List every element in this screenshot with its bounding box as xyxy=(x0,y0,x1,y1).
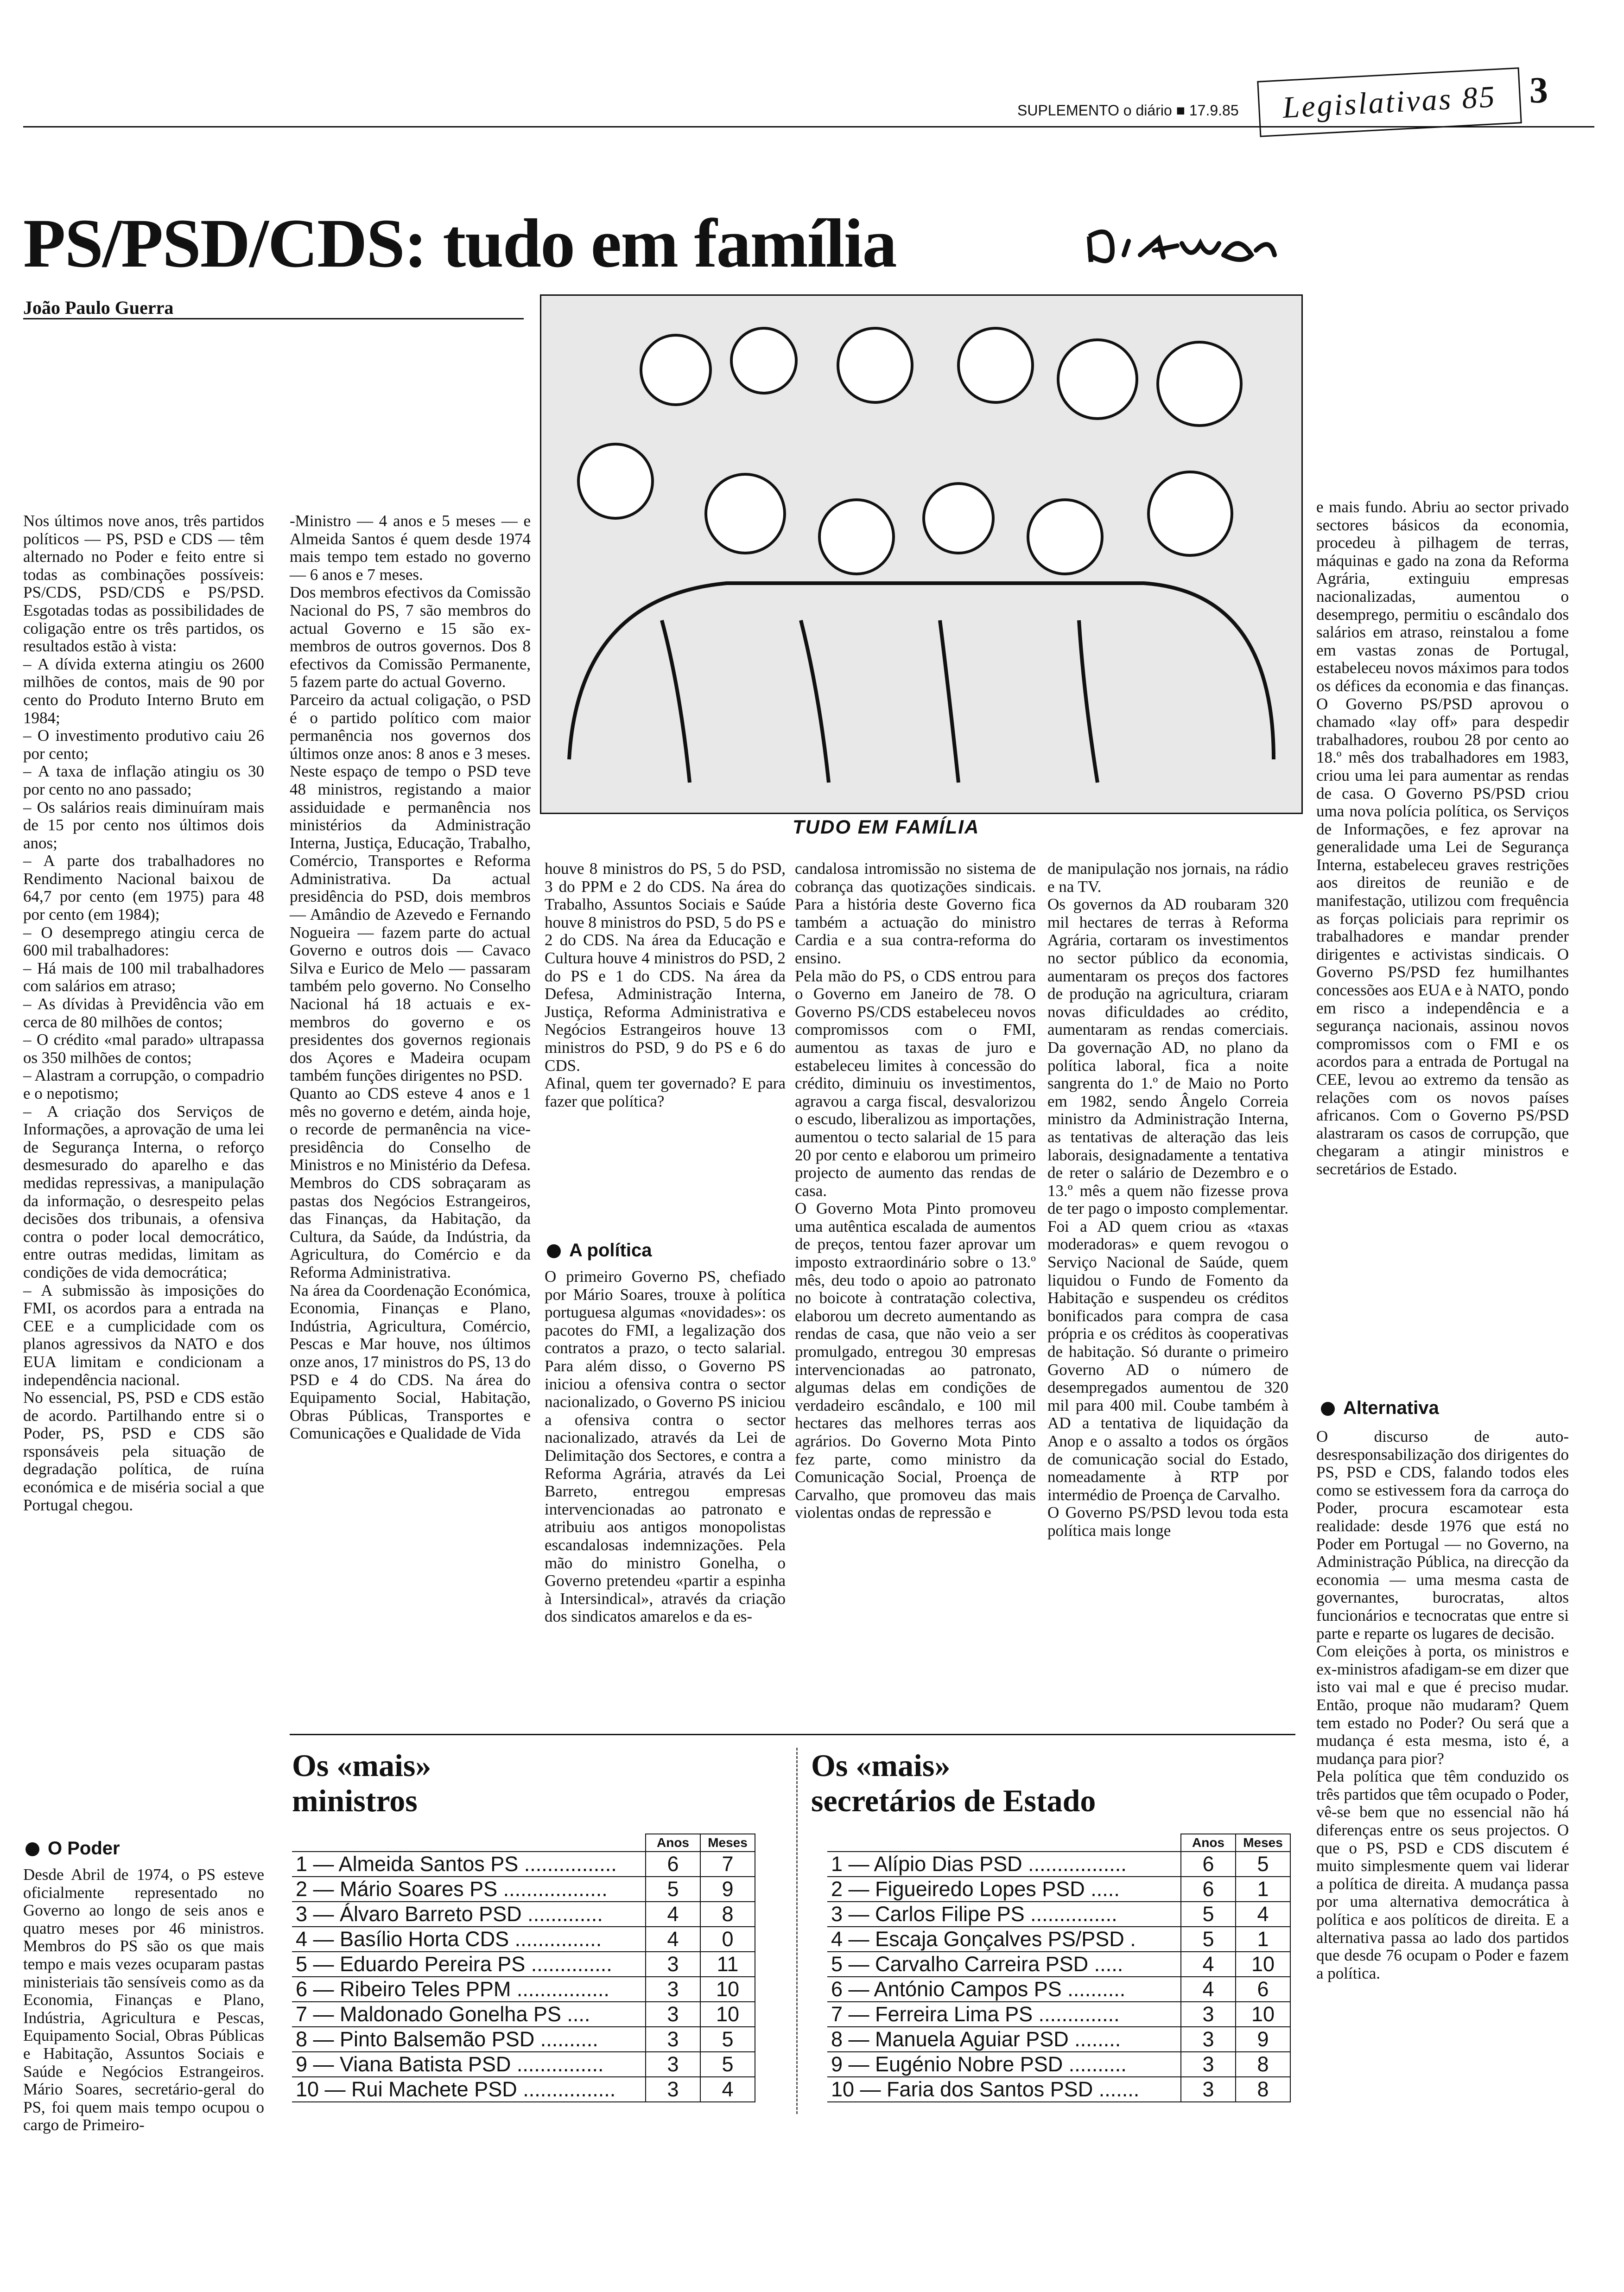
stamp-text: Legislativas 85 xyxy=(1281,79,1497,125)
ranking-meses-cell: 8 xyxy=(700,1902,755,1927)
ranking-meses-cell: 1 xyxy=(1236,1927,1290,1952)
supplement-label: SUPLEMENTO o diário ■ 17.9.85 xyxy=(1017,102,1239,119)
byline: João Paulo Guerra xyxy=(23,297,174,318)
ranking-name-cell: 9 — Viana Batista PSD ............... xyxy=(292,2052,646,2077)
ranking-anos-cell: 3 xyxy=(1181,2027,1236,2052)
table-row xyxy=(292,1877,755,1902)
ranking-anos-cell: 3 xyxy=(1181,2052,1236,2077)
page-number: 3 xyxy=(1529,70,1548,111)
ranking-name-cell: 4 — Basílio Horta CDS ............... xyxy=(292,1927,646,1952)
ranking-meses-cell: 11 xyxy=(700,1952,755,1977)
secretarios-table-header xyxy=(827,1834,1290,1852)
table-row xyxy=(827,1952,1290,1977)
ranking-name-cell: 1 — Alípio Dias PSD ................. xyxy=(827,1852,1181,1877)
table-row xyxy=(827,2077,1290,2102)
ranking-anos-cell: 3 xyxy=(646,1952,700,1977)
subhead-alternativa xyxy=(1321,1398,1439,1418)
subhead-a-politica-label: A política xyxy=(569,1240,652,1261)
bullet-dot-icon xyxy=(1321,1402,1335,1416)
ranking-name-cell: 2 — Mário Soares PS .................. xyxy=(292,1877,646,1902)
ranking-anos-cell: 3 xyxy=(646,1977,700,2002)
ranking-name-cell: 7 — Ferreira Lima PS .............. xyxy=(827,2002,1181,2027)
ranking-anos-cell: 3 xyxy=(646,2077,700,2102)
ranking-name-cell: 6 — António Campos PS .......... xyxy=(827,1977,1181,2002)
bullet-dot-icon xyxy=(25,1842,39,1856)
article-column-6: e mais fundo. Abriu ao sector privado sectores básicos da economia, procedeu à pilhagem de terras, máquinas e gado na zona da Reforma Agrária, extinguiu empresas nacionalizadas, aumentou o desemprego, permitiu o escândalo dos salários em atraso, reinstalou a fome em vastas zonas de Portugal, estabeleceu novos máximos para todos os défices da economia e das finanças. O Governo PS/PSD aprovou o chamado «lay off» para despedir trabalhadores, roubou 28 por cento ao 18.º mês dos trabalhadores em 1983, criou uma lei para aumentar as rendas de casa. O Governo PS/PSD criou uma nova polícia política, os Serviços de Informações, e fez aprovar na generalidade uma Lei de Segurança Interna, estabeleceu graves restrições aos direitos de reunião e de manifestação, utilizou com frequência as forças policiais para reprimir os trabalhadores e mandar prender dirigentes e activistas sindicais. O Governo PS/PSD fez humilhantes concessões aos EUA e à NATO, pondo em risco a independência e a segurança nacionais, assinou novos compromissos com o FMI e os acordos para a entrada de Portugal na CEE, levou ao extremo da tensão as relações com os novos países africanos. Com o Governo PS/PSD alastraram os casos de corrupção, que chegaram a atingir ministros e secretários de Estado. xyxy=(1316,498,1569,1178)
ranking-name-cell: 3 — Carlos Filipe PS ............... xyxy=(827,1902,1181,1927)
ministros-table-header xyxy=(292,1834,755,1852)
ranking-meses-cell: 5 xyxy=(1236,1852,1290,1877)
cartoon-illustration xyxy=(540,294,1303,814)
ranking-name-cell: 1 — Almeida Santos PS ................ xyxy=(292,1852,646,1877)
boxes-divider xyxy=(796,1748,798,2114)
ranking-name-cell: 10 — Rui Machete PSD ................ xyxy=(292,2077,646,2102)
article-column-3-politica: O primeiro Governo PS, chefiado por Mário Soares, trouxe à política portuguesa algumas «novidades»: os pacotes do FMI, a legalização dos contratos a prazo, o tecto salarial. Para além disso, o Governo PS iniciou a ofensiva contra o sector nacionalizado, o Governo PS iniciou a ofensiva contra o sector nacionalizado, através da Lei de Delimitação dos Sectores, e contra a Reforma Agrária, através da Lei Barreto, entregou empresas intervencionadas ao patronato e atribuiu aos antigos monopolistas escandalosas indemnizações. Pela mão do ministro Gonelha, o Governo pretendeu «partir a espinha à Intersindical», através da criação dos sindicatos amarelos e da es- xyxy=(545,1267,786,1626)
ranking-anos-cell: 4 xyxy=(1181,1977,1236,2002)
ranking-name-cell: 10 — Faria dos Santos PSD ....... xyxy=(827,2077,1181,2102)
ranking-anos-cell: 3 xyxy=(1181,2077,1236,2102)
table-row xyxy=(827,1927,1290,1952)
subhead-o-poder-label: O Poder xyxy=(48,1838,120,1859)
ranking-anos-cell: 5 xyxy=(1181,1927,1236,1952)
ranking-name-cell: 4 — Escaja Gonçalves PS/PSD . xyxy=(827,1927,1181,1952)
ranking-meses-cell: 4 xyxy=(700,2077,755,2102)
table-header-anos: Anos xyxy=(646,1834,700,1852)
header-rule xyxy=(23,126,1594,127)
ranking-meses-cell: 6 xyxy=(1236,1977,1290,2002)
ranking-meses-cell: 7 xyxy=(700,1852,755,1877)
ranking-anos-cell: 6 xyxy=(1181,1877,1236,1902)
ranking-anos-cell: 5 xyxy=(1181,1902,1236,1927)
table-row xyxy=(827,2052,1290,2077)
ranking-anos-cell: 4 xyxy=(646,1927,700,1952)
ranking-name-cell: 5 — Eduardo Pereira PS .............. xyxy=(292,1952,646,1977)
article-column-1: Nos últimos nove anos, três partidos políticos — PS, PSD e CDS — têm alternado no Poder e feito entre si todas as combinações possíveis: PS/CDS, PSD/CDS e PS/PSD. Esgotadas todas as possibilidades de coligação entre os três partidos, os resultados estão à vista: – A dívida externa atingiu os 2600 milhões de contos, mais de 90 por cento do Produto Interno Bruto em 1984; – O investimento produtivo caiu 26 por cento; – A taxa de inflação atingiu os 30 por cento no ano passado; – Os salários reais diminuíram mais de 15 por cento nos últimos dois anos; – A parte dos trabalhadores no Rendimento Nacional baixou de 64,7 por cento (em 1975) para 48 por cento (em 1984); – O desemprego atingiu cerca de 600 mil trabalhadores: – Há mais de 100 mil trabalhadores com salários em atraso; – As dívidas à Previdência vão em cerca de 80 milhões de contos; – O crédito «mal parado» ultrapassa os 350 milhões de contos; – Alastram a corrupção, o compadrio e o nepotismo; – A criação dos Serviços de Informações, a aprovação de uma lei de Segurança Interna, o reforço desmesurado do aparelho e das medidas repressivas, a manipulação da informação, o desrespeito pelas decisões dos tribunais, a ofensiva contra o poder local democrático, entre outras medidas, limitam as condições de vida democrática; – A submissão às imposições do FMI, os acordos para a entrada na CEE e a cumplicidade com os planos agressivos da NATO e dos EUA limitam e condicionam a independência nacional. No essencial, PS, PSD e CDS estão de acordo. Partilhando entre si o Poder, PS, PSD e CDS são rsponsáveis pela situação de degradação política, de ruína económica e de miséria social a que Portugal chegou. xyxy=(23,512,264,1514)
ranking-name-cell: 5 — Carvalho Carreira PSD ..... xyxy=(827,1952,1181,1977)
table-row xyxy=(827,2027,1290,2052)
ranking-name-cell: 8 — Manuela Aguiar PSD ........ xyxy=(827,2027,1181,2052)
ranking-anos-cell: 3 xyxy=(1181,2002,1236,2027)
table-header-blank xyxy=(292,1834,646,1852)
table-row xyxy=(292,2077,755,2102)
table-row xyxy=(292,2027,755,2052)
ranking-meses-cell: 8 xyxy=(1236,2077,1290,2102)
secretarios-table xyxy=(827,1834,1291,2102)
article-column-6-alternativa: O discurso de auto-desresponsabilização dos dirigentes do PS, PSD e CDS, falando todos eles como se estivessem fora da carroça do Poder, procura escamotear esta realidade: desde 1976 que está no Poder em Portugal — no Governo, na Administração Pública, na direcção da economia — uma mesma casta de governantes, burocratas, altos funcionários e tecnocratas que entre si parte e reparte os lugares de decisão. Com eleições à porta, os ministros e ex-ministros afadigam-se em dizer que isto vai mal e que é preciso mudar. Então, proque não mudaram? Quem tem estado no Poder? Ou será que a mudança é esta mesma, isto é, a mudança para pior? Pela política que têm conduzido os três partidos que têm ocupado o Poder, vê-se bem que no essencial não há diferenças entre os seus projectos. O que o PS, PSD e CDS discutem é muito simplesmente quem vai liderar a política de direita. A mudança passa por uma alternativa democrática à política e aos políticos de direita. E a alternativa passa ao lado dos partidos que desde 76 ocupam o Poder e fazem a política. xyxy=(1316,1427,1569,1982)
table-header-anos: Anos xyxy=(1181,1834,1236,1852)
handwritten-logo-drawing xyxy=(1085,218,1279,274)
table-row xyxy=(292,2002,755,2027)
ministros-table xyxy=(292,1834,755,2102)
ranking-meses-cell: 8 xyxy=(1236,2052,1290,2077)
ranking-name-cell: 2 — Figueiredo Lopes PSD ..... xyxy=(827,1877,1181,1902)
ranking-anos-cell: 3 xyxy=(646,2052,700,2077)
subhead-a-politica xyxy=(547,1240,652,1261)
cartoon-drawing xyxy=(541,296,1301,813)
ranking-name-cell: 8 — Pinto Balsemão PSD .......... xyxy=(292,2027,646,2052)
table-row xyxy=(292,2052,755,2077)
ranking-anos-cell: 4 xyxy=(1181,1952,1236,1977)
ranking-anos-cell: 3 xyxy=(646,2027,700,2052)
ranking-meses-cell: 10 xyxy=(1236,1952,1290,1977)
ranking-meses-cell: 4 xyxy=(1236,1902,1290,1927)
table-row xyxy=(827,1977,1290,2002)
table-row xyxy=(292,1852,755,1877)
ranking-meses-cell: 5 xyxy=(700,2052,755,2077)
cartoon-caption: TUDO EM FAMÍLIA xyxy=(793,816,980,838)
article-column-4: candalosa intromissão no sistema de cobrança das quotizações sindicais. Para a história deste Governo fica também a actuação do ministro Cardia e a sua contra-reforma do ensino. Pela mão do PS, o CDS entrou para o Governo em Janeiro de 78. O Governo PS/CDS estabeleceu novos compromissos com o FMI, aumentou as taxas de juro e estabeleceu limites à concessão do crédito, diminuiu os investimentos, agravou a carga fiscal, desvalorizou o escudo, liberalizou as importações, aumentou o tecto salarial de 15 para 20 por cento e elaborou um primeiro projecto de aumento das rendas de casa. O Governo Mota Pinto promoveu uma autêntica escalada de aumentos de preços, tentou fazer aprovar um imposto extraordinário sobre o 13.º mês, deu todo o apoio ao patronato no boicote à contratação colectiva, elaborou um decreto aumentando as rendas de casa, que não veio a ser promulgado, entregou 30 empresas intervencionadas ao patronato, algumas delas em condições de verdadeiro escândalo, e 100 mil hectares das melhores terras aos agrários. Do Governo Mota Pinto fez parte, como ministro da Comunicação Social, Proença de Carvalho, que promoveu das mais violentas ondas de repressão e xyxy=(795,860,1036,1522)
table-header-blank xyxy=(827,1834,1181,1852)
table-row xyxy=(292,1902,755,1927)
ministros-box-title: Os «mais» ministros xyxy=(292,1748,431,1818)
ranking-meses-cell: 10 xyxy=(700,2002,755,2027)
ranking-meses-cell: 9 xyxy=(1236,2027,1290,2052)
subhead-alternativa-label: Alternativa xyxy=(1343,1398,1439,1418)
bullet-dot-icon xyxy=(547,1244,561,1258)
ranking-anos-cell: 4 xyxy=(646,1902,700,1927)
ranking-name-cell: 7 — Maldonado Gonelha PS .... xyxy=(292,2002,646,2027)
table-row xyxy=(827,2002,1290,2027)
ranking-anos-cell: 5 xyxy=(646,1877,700,1902)
ranking-meses-cell: 10 xyxy=(1236,2002,1290,2027)
ranking-name-cell: 3 — Álvaro Barreto PSD ............. xyxy=(292,1902,646,1927)
ranking-anos-cell: 3 xyxy=(646,2002,700,2027)
ranking-meses-cell: 1 xyxy=(1236,1877,1290,1902)
table-header-meses: Meses xyxy=(700,1834,755,1852)
table-row xyxy=(292,1977,755,2002)
article-column-2: -Ministro — 4 anos e 5 meses — e Almeida Santos é quem desde 1974 mais tempo tem estado no governo — 6 anos e 7 meses. Dos membros efectivos da Comissão Nacional do PS, 7 são membros do actual Governo e 15 são ex-membros de outros governos. Dos 8 efectivos da Comissão Permanente, 5 fazem parte do actual Governo. Parceiro da actual coligação, o PSD é o partido político com maior permanência nos governos dos últimos onze anos: 8 anos e 3 meses. Neste espaço de tempo o PSD teve 48 ministros, registando a maior assiduidade e permanência nos ministérios da Administração Interna, Justiça, Educação, Trabalho, Comércio, Transportes e Reforma Administrativa. Da actual presidência do PSD, dois membros — Amândio de Azevedo e Fernando Nogueira — fazem parte do actual Governo e outros dois — Cavaco Silva e Eurico de Melo — passaram também pelo governo. No Conselho Nacional há 18 actuais e ex-membros do governo e os presidentes dos governos regionais dos Açores e Madeira ocupam também funções dirigentes no PSD. Quanto ao CDS esteve 4 anos e 1 mês no governo e detém, ainda hoje, o recorde de permanência na vice-presidência do Conselho de Ministros e no Ministério da Defesa. Membros do CDS sobraçaram as pastas dos Negócios Estrangeiros, das Finanças, da Habitação, da Cultura, da Saúde, da Indústria, da Agricultura, do Comércio e da Reforma Administrativa. Na área da Coordenação Económica, Economia, Finanças e Plano, Indústria, Agricultura, Comércio, Pescas e Mar houve, nos últimos onze anos, 17 ministros do PS, 13 do PSD e 4 do CDS. Na área do Equipamento Social, Habitação, Obras Públicas, Transportes e Comunicações e Qualidade de Vida xyxy=(290,512,531,1443)
article-title: PS/PSD/CDS: tudo em família xyxy=(23,205,896,282)
ranking-meses-cell: 10 xyxy=(700,1977,755,2002)
article-column-1-poder: Desde Abril de 1974, o PS esteve oficialmente representado no Governo ao longo de seis anos e quatro meses por 46 ministros. Membros do PS são os que mais tempo e mais vezes ocuparam pastas ministeriais tão sensíveis como as da Economia, Finanças e Plano, Indústria, Agricultura e Pescas, Equipamento Social, Obras Públicas e Habitação, Assuntos Sociais e Saúde e Negócios Estrangeiros. Mário Soares, secretário-geral do PS, foi quem mais tempo ocupou o cargo de Primeiro- xyxy=(23,1865,264,2134)
diario-handwritten-logo xyxy=(1085,218,1279,276)
article-column-5: de manipulação nos jornais, na rádio e na TV. Os governos da AD roubaram 320 mil hectares de terras à Reforma Agrária, cortaram os investimentos no sector público da economia, aumentaram os preços dos factores de produção na agricultura, criaram novas dificuldades ao crédito, aumentaram as rendas comerciais. Da governação AD, no plano da política laboral, fica a noite sangrenta do 1.º de Maio no Porto em 1982, sendo Ângelo Correia ministro da Administração Interna, as tentativas de alteração das leis laborais, designadamente a tentativa de reter o salário de Dezembro e o 13.º mês a quem não fizesse prova de ter pago o imposto complementar. Foi a AD quem criou as «taxas moderadoras» e quem revogou o Serviço Nacional de Saúde, quem liquidou o Fundo de Fomento da Habitação e suspendeu os créditos bonificados para compra de casa própria e os créditos às cooperativas de habitação. Só durante o primeiro Governo AD o número de desempregados aumentou de 320 mil para 400 mil. Coube também à AD a tentativa de liquidação da Anop e o assalto a todos os órgãos de comunicação social do Estado, nomeadamente à RTP por intermédio de Proença de Carvalho. O Governo PS/PSD levou toda esta política mais longe xyxy=(1047,860,1288,1540)
table-header-meses: Meses xyxy=(1236,1834,1290,1852)
ranking-meses-cell: 0 xyxy=(700,1927,755,1952)
table-row xyxy=(827,1852,1290,1877)
byline-rule xyxy=(23,318,524,319)
boxes-top-rule xyxy=(290,1734,1295,1735)
table-row xyxy=(292,1952,755,1977)
ranking-anos-cell: 6 xyxy=(646,1852,700,1877)
ranking-name-cell: 9 — Eugénio Nobre PSD .......... xyxy=(827,2052,1181,2077)
subhead-o-poder xyxy=(25,1838,120,1859)
table-row xyxy=(827,1877,1290,1902)
ranking-meses-cell: 9 xyxy=(700,1877,755,1902)
article-column-3: houve 8 ministros do PS, 5 do PSD, 3 do PPM e 2 do CDS. Na área do Trabalho, Assuntos Sociais e Saúde houve 8 ministros do PSD, 5 do PS e 2 do CDS. Na área da Educação e Cultura houve 4 ministros do PSD, 2 do PS e 1 do CDS. Na área da Defesa, Administração Interna, Justiça, Reforma Administrativa e Negócios Estrangeiros houve 13 ministros do PSD, 9 do PS e 6 do CDS. Afinal, quem ter governado? E para fazer que política? xyxy=(545,860,786,1110)
ranking-anos-cell: 6 xyxy=(1181,1852,1236,1877)
ranking-name-cell: 6 — Ribeiro Teles PPM ................ xyxy=(292,1977,646,2002)
table-row xyxy=(827,1902,1290,1927)
table-row xyxy=(292,1927,755,1952)
secretarios-box-title: Os «mais» secretários de Estado xyxy=(811,1748,1096,1818)
ranking-meses-cell: 5 xyxy=(700,2027,755,2052)
